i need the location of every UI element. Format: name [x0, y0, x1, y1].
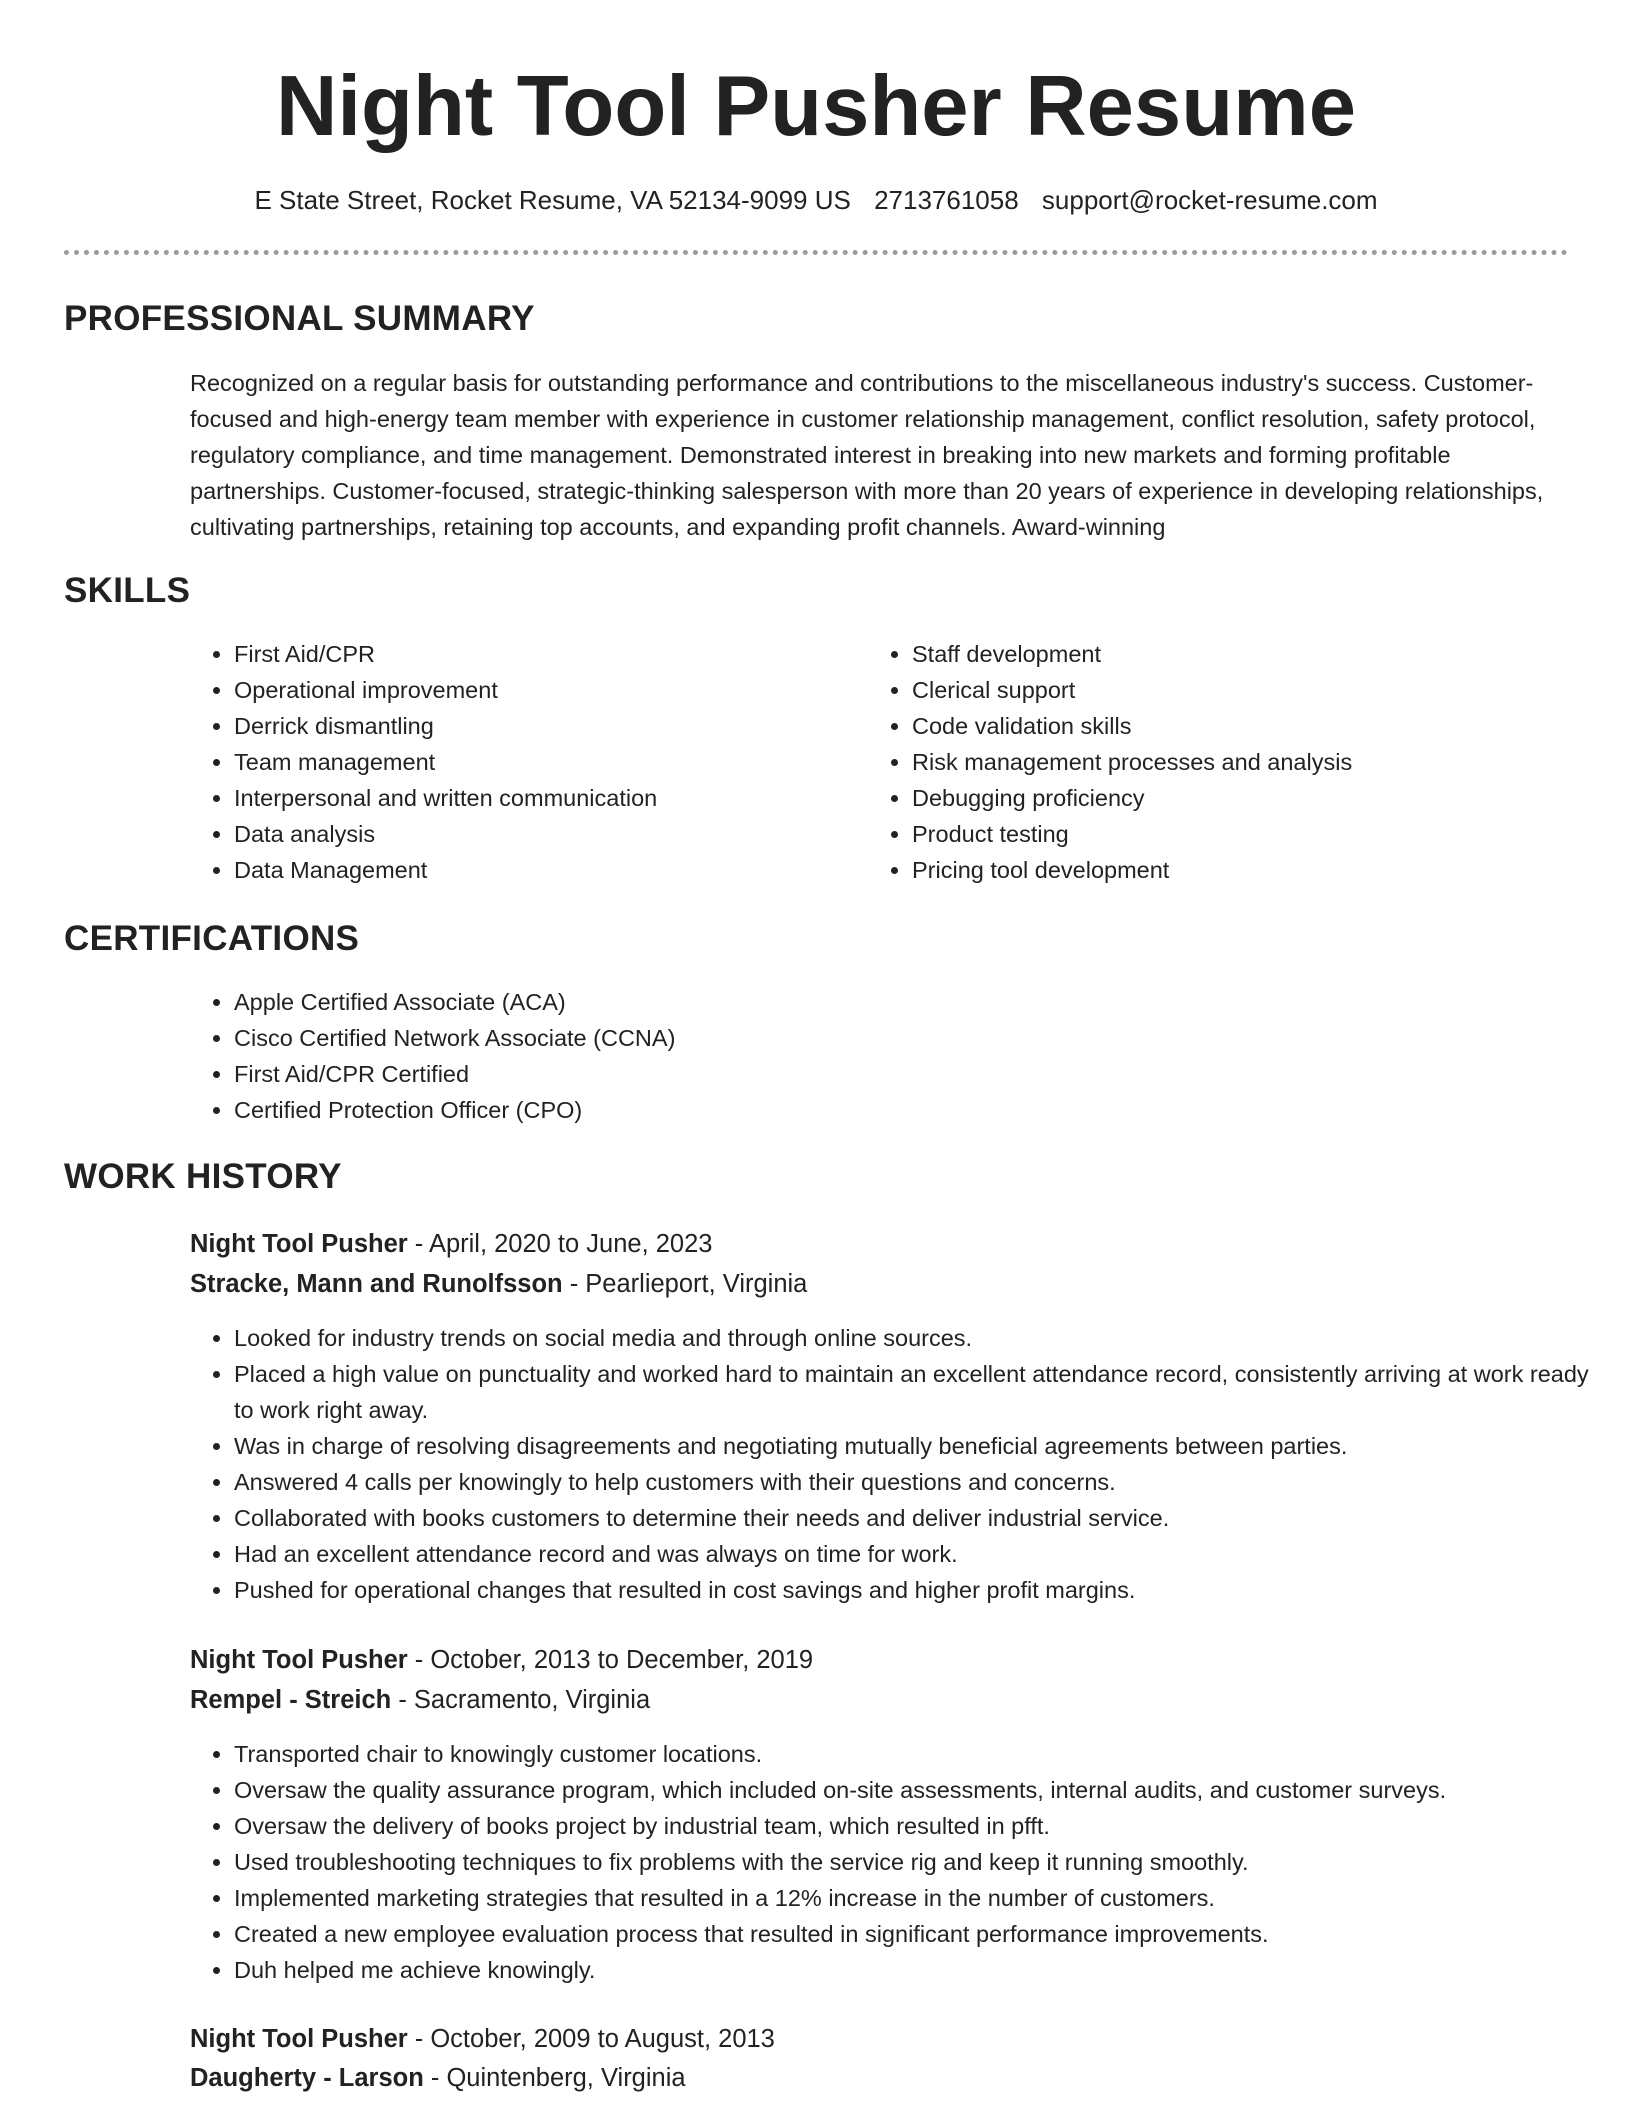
job-title: Night Tool Pusher [190, 1646, 408, 1674]
skills-list-left [190, 636, 874, 888]
job-company-line [190, 2058, 686, 2098]
job-dates: - April, 2020 to June, 2023 [407, 1230, 713, 1258]
job-company-line [190, 1264, 807, 1304]
job-bullet: • Placed a high value on punctuality and worked hard to maintain an excellent attendance record, consistently arriving at work ready to work right away. [234, 1356, 1614, 1428]
skill-item: • Product testing [912, 816, 1592, 852]
job-title-line [190, 1224, 712, 1264]
contact-phone: 2713761058 [874, 185, 1019, 215]
job-bullet: • Used troubleshooting techniques to fix problems with the service rig and keep it running smoothly. [234, 1844, 1614, 1880]
certifications-heading: CERTIFICATIONS [64, 919, 360, 958]
job-bullets [190, 1736, 1614, 1988]
summary-heading: PROFESSIONAL SUMMARY [64, 299, 535, 338]
contact-email: support@rocket-resume.com [1041, 185, 1378, 215]
job-location: - Quintenberg, Virginia [423, 2064, 686, 2092]
certification-item: • Apple Certified Associate (ACA) [234, 984, 1594, 1020]
certification-item: • First Aid/CPR Certified [234, 1056, 1594, 1092]
skill-item: • Code validation skills [912, 708, 1592, 744]
job-bullet: • Transported chair to knowingly customer locations. [234, 1736, 1614, 1772]
skill-item: • Clerical support [912, 672, 1592, 708]
skill-item: • Pricing tool development [912, 852, 1592, 888]
skill-item: • First Aid/CPR [234, 636, 874, 672]
certifications-list [190, 984, 1594, 1128]
skills-heading: SKILLS [64, 571, 191, 610]
job-company: Daugherty - Larson [190, 2064, 424, 2092]
job-location: - Sacramento, Virginia [391, 1686, 651, 1714]
job-bullet: • Duh helped me achieve knowingly. [234, 1952, 1614, 1988]
job-title: Night Tool Pusher [190, 2025, 408, 2053]
skill-item: • Risk management processes and analysis [912, 744, 1592, 780]
summary-text: Recognized on a regular basis for outstanding performance and contributions to the miscellaneous industry's success. Customer-focused and high-energy team member with experience in customer relationship management, conflict resolution, safety protocol, regulatory compliance, and time management. Demonstrated interest in breaking into new markets and forming profitable partnerships. Customer-focused, strategic-thinking salesperson with more than 20 years of experience in developing relationships, cultivating partnerships, retaining top accounts, and expanding profit channels. Award-winning [190, 370, 1544, 540]
job-dates: - October, 2013 to December, 2019 [407, 1646, 814, 1674]
job-company-line [190, 1680, 650, 1720]
skill-item: • Data Management [234, 852, 874, 888]
job-bullet: • Was in charge of resolving disagreements and negotiating mutually beneficial agreements between parties. [234, 1428, 1614, 1464]
job-title-line [190, 2019, 775, 2059]
job-company: Stracke, Mann and Runolfsson [190, 1270, 563, 1298]
skills-list-right [868, 636, 1592, 888]
contact-address: E State Street, Rocket Resume, VA 52134-9099 US [254, 185, 851, 215]
skill-item: • Derrick dismantling [234, 708, 874, 744]
job-bullet: • Had an excellent attendance record and was always on time for work. [234, 1536, 1614, 1572]
header-divider [64, 250, 1568, 255]
skill-item: • Operational improvement [234, 672, 874, 708]
job-title: Night Tool Pusher [190, 1230, 408, 1258]
job-bullet: • Looked for industry trends on social media and through online sources. [234, 1320, 1614, 1356]
certification-item: • Certified Protection Officer (CPO) [234, 1092, 1594, 1128]
job-bullet: • Answered 4 calls per knowingly to help customers with their questions and concerns. [234, 1464, 1614, 1500]
job-bullet: • Implemented marketing strategies that resulted in a 12% increase in the number of customers. [234, 1880, 1614, 1916]
job-bullet: • Oversaw the quality assurance program, which included on-site assessments, internal audits, and customer surveys. [234, 1772, 1614, 1808]
job-title-line [190, 1640, 813, 1680]
skill-item: • Debugging proficiency [912, 780, 1592, 816]
job-bullet: • Oversaw the delivery of books project by industrial team, which resulted in pfft. [234, 1808, 1614, 1844]
job-bullet: • Created a new employee evaluation process that resulted in significant performance improvements. [234, 1916, 1614, 1952]
resume-title: Night Tool Pusher Resume [276, 59, 1356, 154]
job-bullet: • Collaborated with books customers to determine their needs and deliver industrial service. [234, 1500, 1614, 1536]
job-bullets [190, 1320, 1614, 1608]
skill-item: • Staff development [912, 636, 1592, 672]
skill-item: • Data analysis [234, 816, 874, 852]
job-bullet: • Pushed for operational changes that resulted in cost savings and higher profit margins. [234, 1572, 1614, 1608]
skill-item: • Team management [234, 744, 874, 780]
job-company: Rempel - Streich [190, 1686, 392, 1714]
certification-item: • Cisco Certified Network Associate (CCNA) [234, 1020, 1594, 1056]
skill-item: • Interpersonal and written communication [234, 780, 874, 816]
job-dates: - October, 2009 to August, 2013 [407, 2025, 775, 2053]
work-history-heading: WORK HISTORY [64, 1157, 342, 1196]
contact-line [0, 178, 1632, 222]
job-location: - Pearlieport, Virginia [562, 1270, 808, 1298]
